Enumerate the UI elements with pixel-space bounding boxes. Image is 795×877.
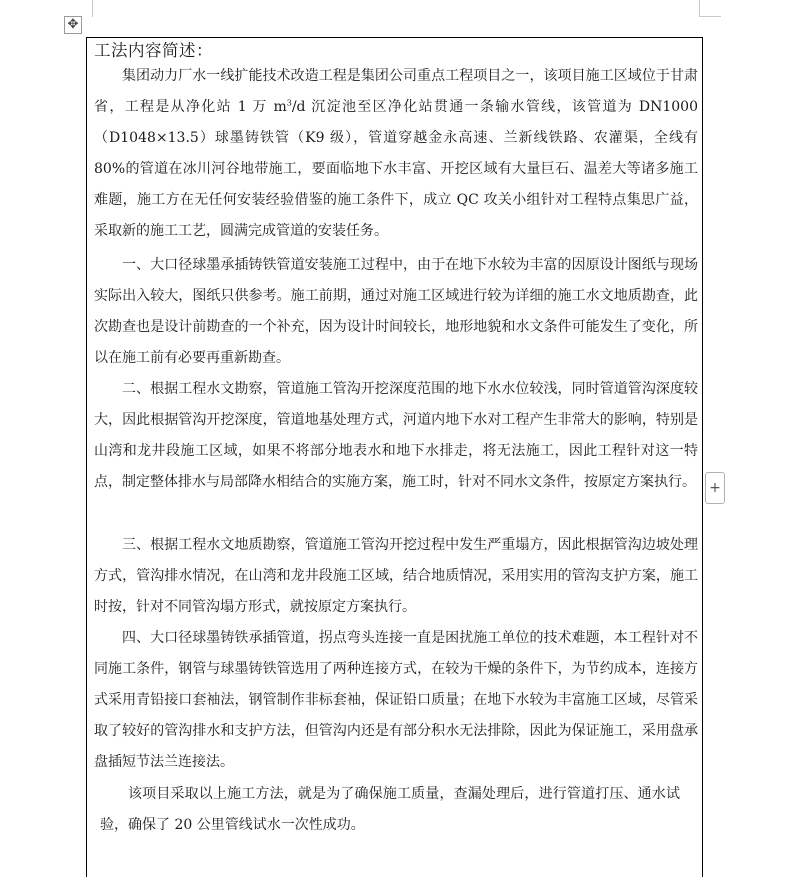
page-corner-mark-left (92, 0, 93, 17)
paragraph-intro-part2: /d 沉淀池至区净化站贯通一条输水管线，该管道为 DN1000（D1048×13.5）球墨铸铁管（K9 级），管道穿越金永高速、兰新线铁路、农灌渠，全线有 80%的管道在冰川河谷地带施工，要面临地下水丰富、开挖区域有大量巨石、温差大等诸多施工难题，施工方在无任何安装经验借鉴的施工条件下，成立 QC 攻关小组针对工程特点集思广益，采取新的施工工艺，圆满完成管道的安装任务。 (94, 99, 698, 239)
section-heading: 工法内容简述： (94, 41, 213, 60)
paragraph-2: 二、根据工程水文勘察，管道施工管沟开挖深度范围的地下水水位较浅，同时管道管沟深度较大，因此根据管沟开挖深度，管道地基处理方式，河道内地下水对工程产生非常大的影响，特别是山湾和龙井段施工区域，如果不将部分地表水和地下水排走，将无法施工，因此工程针对这一特点，制定整体排水与局部降水相结合的实施方案，施工时，针对不同水文条件，按原定方案执行。 (94, 381, 698, 490)
page-corner-mark-right (699, 0, 700, 17)
move-arrows-icon[interactable]: ✥ (64, 16, 82, 34)
superscript-3: 3 (286, 98, 292, 108)
paragraph-intro (94, 61, 698, 247)
paragraph-1: 一、大口径球墨承插铸铁管道安装施工过程中，由于在地下水较为丰富的因原设计图纸与现场实际出入较大，图纸只供参考。施工前期，通过对施工区域进行较为详细的施工水文地质勘查，此次勘查也是设计前勘查的一个补充，因为设计时间较长，地形地貌和水文条件可能发生了变化，所以在施工前有必要再重新勘查。 (94, 257, 698, 366)
page-corner-mark-right-h (699, 16, 721, 17)
paragraph-3: 三、根据工程水文地质勘察，管道施工管沟开挖过程中发生严重塌方，因此根据管沟边坡处理方式，管沟排水情况，在山湾和龙井段施工区域，结合地质情况，采用实用的管沟支护方案，施工时按，针对不同管沟塌方形式，就按原定方案执行。 (94, 537, 698, 615)
paragraph-conclusion: 该项目采取以上施工方法，就是为了确保施工质量，查漏处理后，进行管道打压、通水试验，确保了 20 公里管线试水一次性成功。 (100, 786, 680, 833)
plus-icon[interactable]: + (705, 472, 725, 504)
paragraph-4: 四、大口径球墨铸铁承插管道，拐点弯头连接一直是困扰施工单位的技术难题，本工程针对不同施工条件，钢管与球墨铸铁管选用了两种连接方式，在较为干燥的条件下，为节约成本，连接方式采用青铅接口套袖法，钢管制作非标套袖，保证铅口质量；在地下水较为丰富施工区域，尽管采取了较好的管沟排水和支护方法，但管沟内还是有部分积水无法排除，因此为保证施工，采用盘承盘插短节法兰连接法。 (94, 630, 698, 770)
paragraph-intro-part1: 集团动力厂水一线扩能技术改造工程是集团公司重点工程项目之一，该项目施工区域位于甘肃省，工程是从净化站 1 万 m (94, 68, 698, 115)
